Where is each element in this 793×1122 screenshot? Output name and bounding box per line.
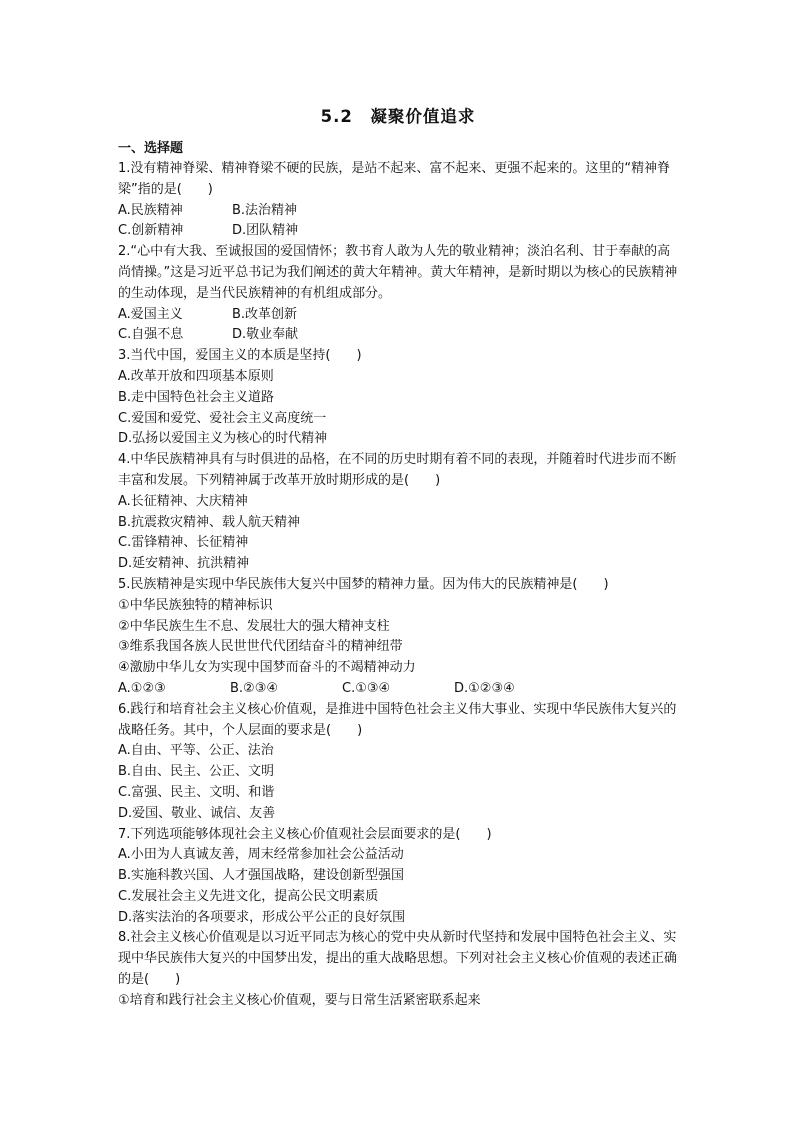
question-6-option-d: D.爱国、敬业、诚信、友善 — [118, 805, 276, 821]
question-3-option-a: A.改革开放和四项基本原则 — [118, 368, 274, 384]
question-7-option-b: B.实施科教兴国、人才强国战略，建设创新型强国 — [118, 868, 405, 884]
question-5-options-row — [118, 679, 678, 700]
question-3-option-b: B.走中国特色社会主义道路 — [118, 389, 275, 405]
question-5-statement-1: ①中华民族独特的精神标识 — [118, 597, 273, 613]
question-3-stem: 3.当代中国，爱国主义的本质是坚持( ) — [118, 348, 362, 364]
question-1-options-row-1 — [118, 201, 678, 222]
question-2-options-row-2 — [118, 325, 678, 346]
question-2-option-a: A.爱国主义 — [118, 306, 183, 322]
question-6-option-b: B.自由、民主、公正、文明 — [118, 764, 275, 780]
question-1-stem: 1.没有精神脊梁、精神脊梁不硬的民族，是站不起来、富不起来、更强不起来的。这里的“精神脊梁”指的是( ) — [118, 161, 671, 197]
question-5-option-d: D.①②③④ — [454, 680, 515, 696]
question-8-stem: 8.社会主义核心价值观是以习近平同志为核心的党中央从新时代坚持和发展中国特色社会主义、实现中华民族伟大复兴的中国梦出发，提出的重大战略思想。下列对社会主义核心价值观的表述正确的是( ) — [118, 930, 678, 988]
page-title: 5.2 凝聚价值追求 — [320, 107, 476, 126]
question-2-option-d: D.敬业奉献 — [232, 327, 299, 343]
question-7-stem: 7.下列选项能够体现社会主义核心价值观社会层面要求的是( ) — [118, 826, 492, 842]
question-2-options-row-1 — [118, 305, 678, 326]
question-2-option-c: C.自强不息 — [118, 327, 184, 343]
question-4-option-d: D.延安精神、抗洪精神 — [118, 556, 250, 572]
question-5-option-b: B.②③④ — [230, 680, 279, 696]
question-4-option-c: C.雷锋精神、长征精神 — [118, 535, 249, 551]
question-7-option-d: D.落实法治的各项要求，形成公平公正的良好氛围 — [118, 909, 406, 925]
question-1-option-c: C.创新精神 — [118, 223, 184, 239]
question-2-stem: 2.“心中有大我、至诚报国的爱国情怀；教书育人敢为人先的敬业精神；淡泊名利、甘于奉献的高尚情操。”这是习近平总书记为我们阐述的黄大年精神。黄大年精神，是新时期以为核心的民族精神的生动体现，是当代民族精神的有机组成部分。 — [118, 244, 678, 301]
question-4-stem: 4.中华民族精神具有与时俱进的品格，在不同的历史时期有着不同的表现，并随着时代进步而不断丰富和发展。下列精神属于改革开放时期形成的是( ) — [118, 452, 677, 488]
question-5-statement-4: ④激励中华儿女为实现中国梦而奋斗的不竭精神动力 — [118, 660, 416, 676]
question-1-option-b: B.法治精神 — [232, 202, 298, 218]
question-6-option-a: A.自由、平等、公正、法治 — [118, 743, 274, 759]
question-4-option-a: A.长征精神、大庆精神 — [118, 493, 248, 509]
question-2-option-b: B.改革创新 — [232, 306, 298, 322]
question-6-stem: 6.践行和培育社会主义核心价值观，是推进中国特色社会主义伟大事业、实现中华民族伟大复兴的战略任务。其中，个人层面的要求是( ) — [118, 701, 677, 738]
question-5-option-a: A.①②③ — [118, 680, 166, 696]
question-7-option-c: C.发展社会主义先进文化，提高公民文明素质 — [118, 888, 379, 904]
question-3-option-c: C.爱国和爱党、爱社会主义高度统一 — [118, 410, 327, 426]
question-5-statement-3: ③维系我国各族人民世世代代团结奋斗的精神纽带 — [118, 639, 403, 655]
section-heading: 一、选择题 — [118, 141, 184, 156]
question-5-option-c: C.①③④ — [342, 680, 391, 696]
question-6-option-c: C.富强、民主、文明、和谐 — [118, 784, 275, 800]
question-7-option-a: A.小田为人真诚友善，周末经常参加社会公益活动 — [118, 847, 404, 863]
question-1-options-row-2 — [118, 221, 678, 242]
question-8-statement-1: ①培育和践行社会主义核心价值观，要与日常生活紧密联系起来 — [118, 992, 481, 1008]
question-3-option-d: D.弘扬以爱国主义为核心的时代精神 — [118, 431, 328, 447]
question-5-statement-2: ②中华民族生生不息、发展壮大的强大精神支柱 — [118, 618, 390, 634]
question-4-option-b: B.抗震救灾精神、载人航天精神 — [118, 514, 301, 530]
question-5-stem: 5.民族精神是实现中华民族伟大复兴中国梦的精神力量。因为伟大的民族精神是( ) — [118, 576, 609, 592]
question-1-option-a: A.民族精神 — [118, 202, 183, 218]
document-page — [118, 103, 678, 1012]
question-1-option-d: D.团队精神 — [232, 223, 299, 239]
